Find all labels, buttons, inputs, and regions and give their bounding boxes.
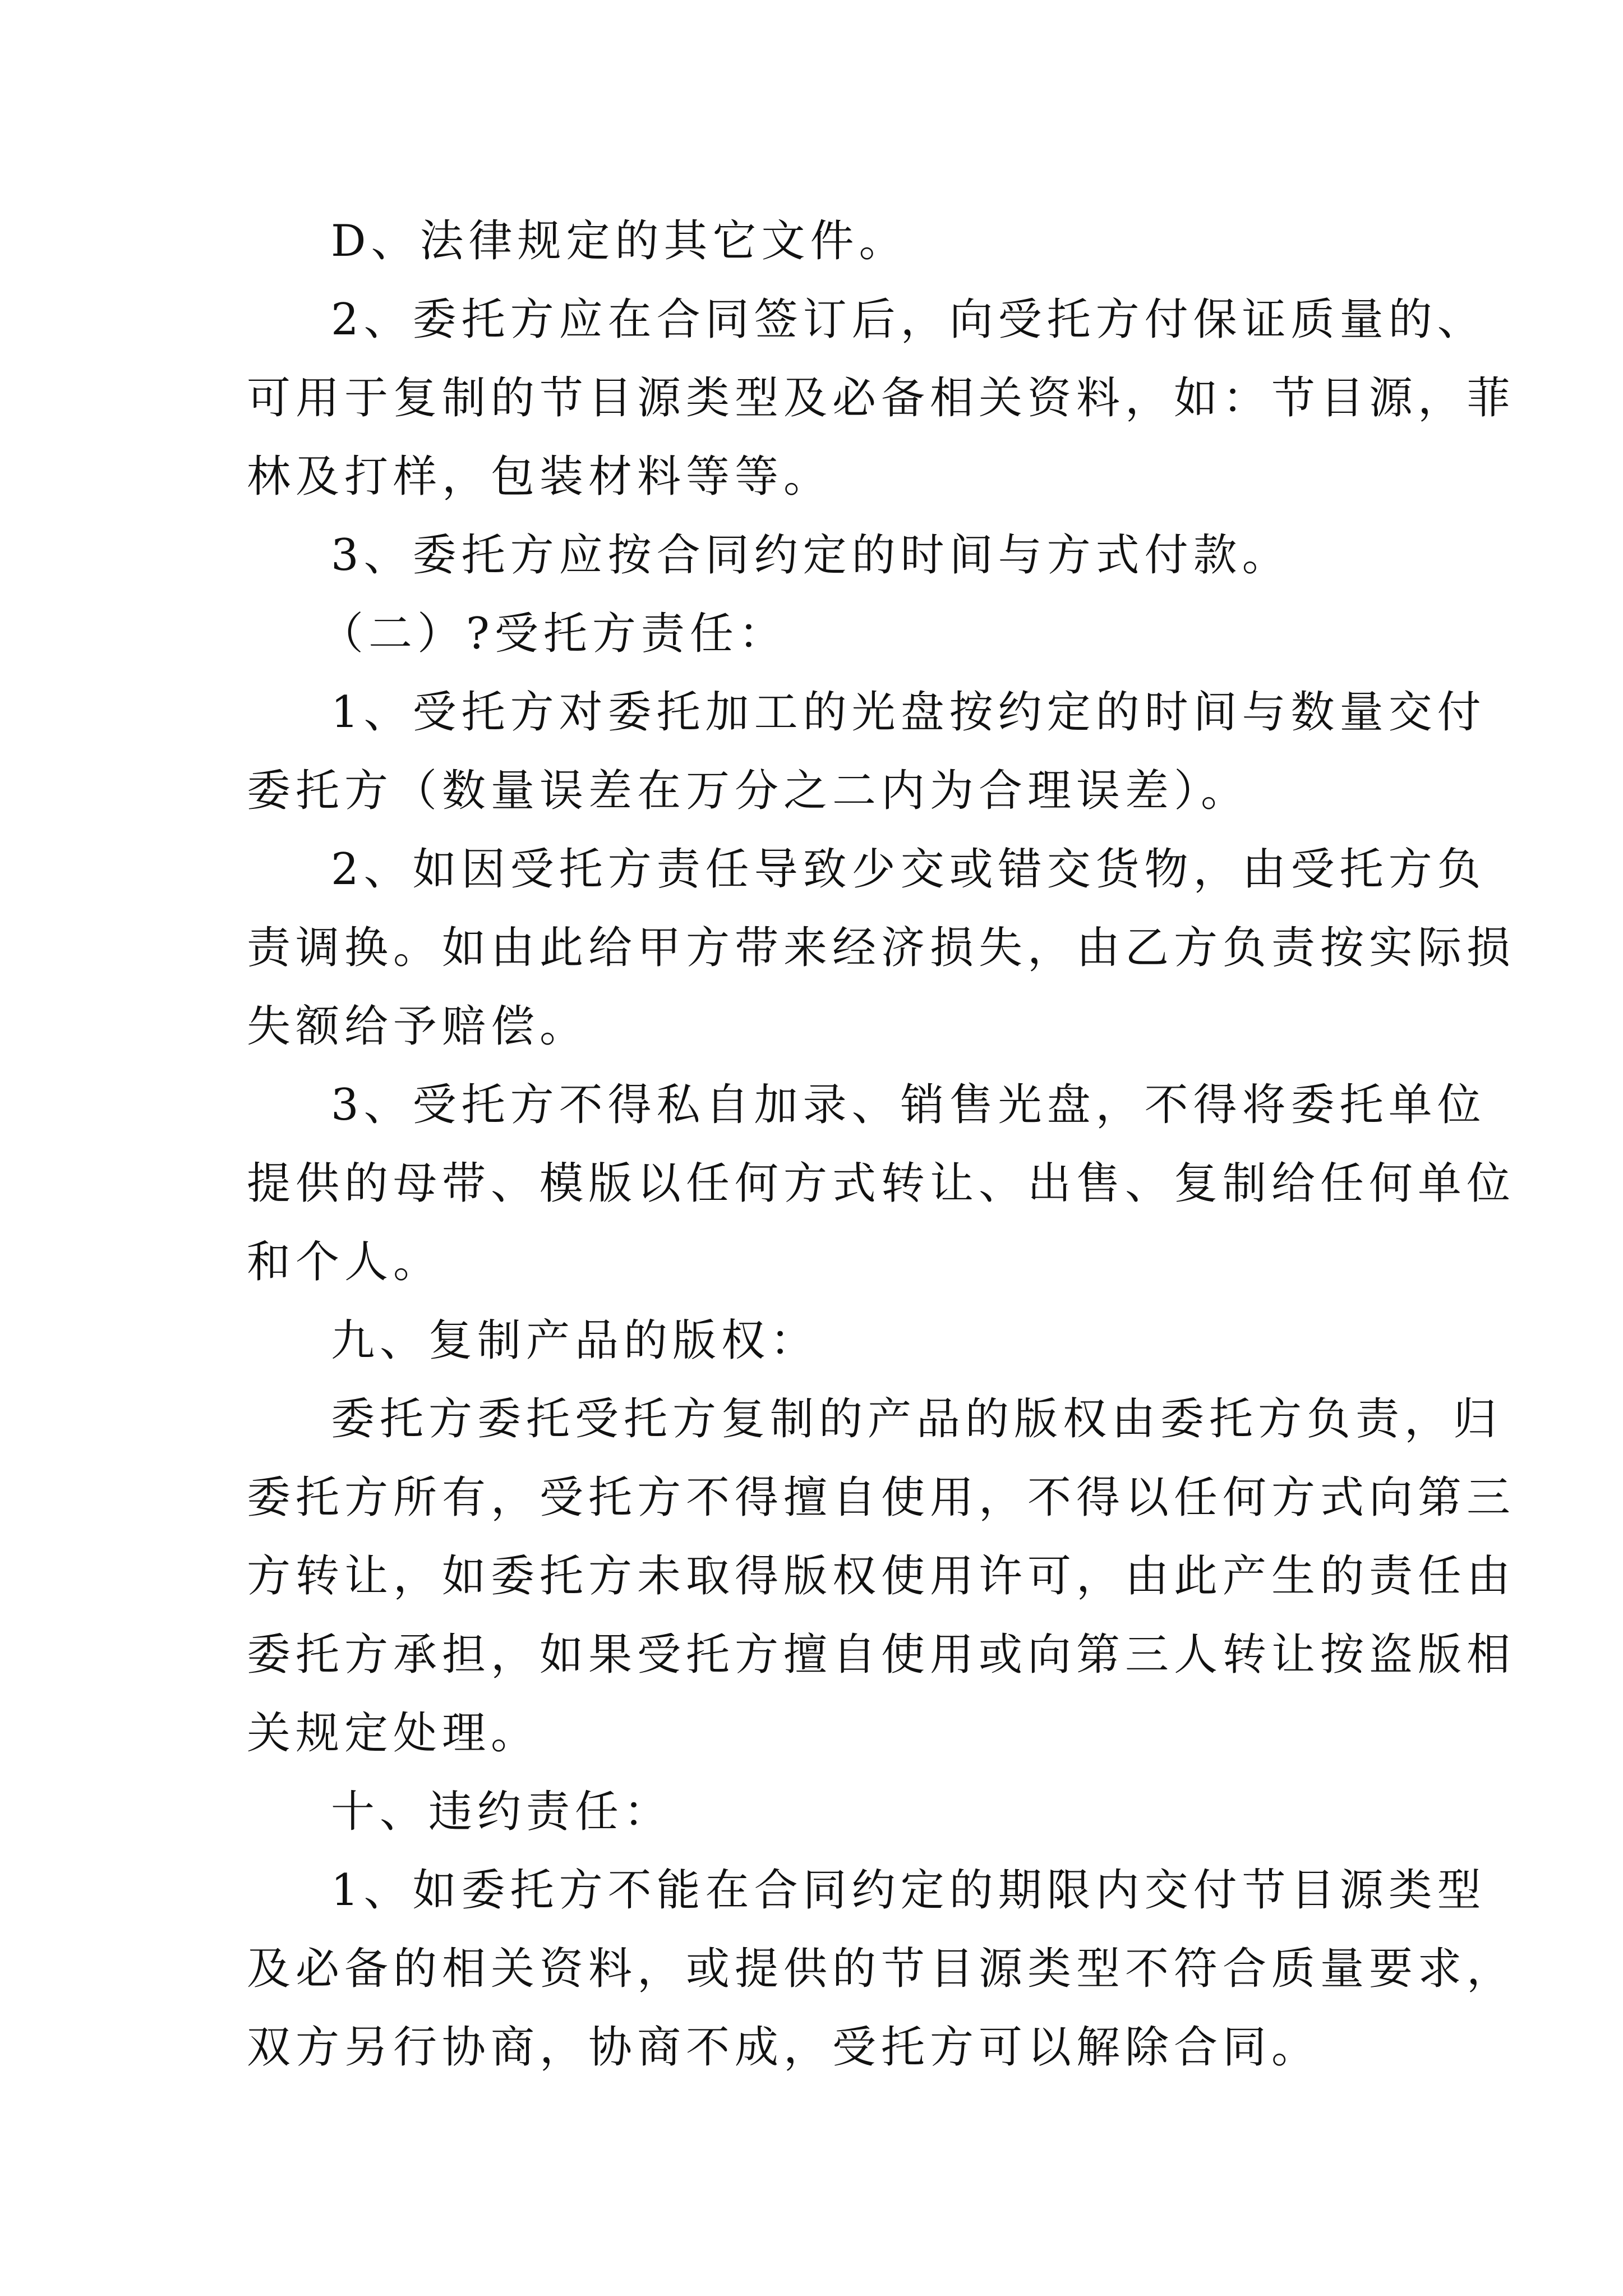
text-line: 失额给予赔偿。 [247,1001,589,1052]
text-line: 和个人。 [247,1237,442,1287]
text-line: 关规定处理。 [247,1708,540,1759]
text-line: 责调换。如由此给甲方带来经济损失，由乙方负责按实际损 [247,923,1516,973]
text-line: 方转让，如委托方未取得版权使用许可，由此产生的责任由 [247,1551,1516,1602]
text-line: 委托方承担，如果受托方擅自使用或向第三人转让按盗版相 [247,1630,1516,1680]
text-line: 3、委托方应按合同约定的时间与方式付款。 [331,530,1291,581]
text-line: 2、委托方应在合同签订后，向受托方付保证质量的、 [331,295,1486,345]
text-line: 委托方所有，受托方不得擅自使用，不得以任何方式向第三 [247,1473,1516,1523]
text-line: 2、如因受托方责任导致少交或错交货物，由受托方负 [331,844,1486,895]
section-heading: （二）?受托方责任： [320,609,787,659]
text-line: 及必备的相关资料，或提供的节目源类型不符合质量要求， [247,1944,1516,1994]
text-line: 1、受托方对委托加工的光盘按约定的时间与数量交付 [331,687,1486,738]
text-line: 可用于复制的节目源类型及必备相关资料，如：节目源，菲 [247,373,1516,424]
text-line: 1、如委托方不能在合同约定的期限内交付节目源类型 [331,1865,1486,1916]
section-heading: 十、违约责任： [331,1787,673,1837]
text-line: 委托方（数量误差在万分之二内为合理误差）。 [247,766,1250,816]
section-heading: 九、复制产品的版权： [331,1315,819,1366]
text-line: 3、受托方不得私自加录、销售光盘，不得将委托单位 [331,1080,1486,1130]
text-line: 林及打样，包装材料等等。 [247,452,833,502]
text-line: 提供的母带、模版以任何方式转让、出售、复制给任何单位 [247,1158,1516,1209]
text-line: D、法律规定的其它文件。 [331,216,908,266]
text-line: 双方另行协商，协商不成，受托方可以解除合同。 [247,2022,1321,2073]
text-line: 委托方委托受托方复制的产品的版权由委托方负责，归 [331,1394,1502,1444]
